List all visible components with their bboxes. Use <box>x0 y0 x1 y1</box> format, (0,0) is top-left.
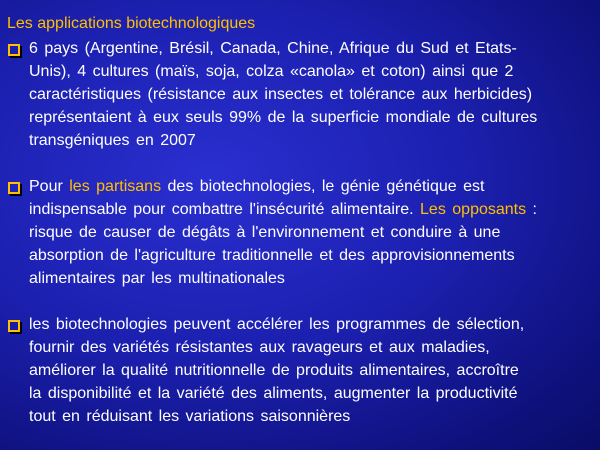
bullet-line: 6 pays (Argentine, Brésil, Canada, Chine, Afrique du Sud et Etats- <box>29 40 517 57</box>
line-text: : <box>526 201 537 218</box>
checkbox-square-icon <box>8 182 20 194</box>
highlight-partisans: les partisans <box>69 178 162 195</box>
bullet-text-3 <box>29 313 524 428</box>
bullet-line: caractéristiques (résistance aux insectes et tolérance aux herbicides) <box>29 86 533 103</box>
checkbox-square-icon <box>8 320 20 332</box>
bullet-line: Unis), 4 cultures (maïs, soja, colza «canola» et coton) ainsi que 2 <box>29 63 514 80</box>
highlight-opposants: Les opposants <box>420 201 527 218</box>
bullet-text-1 <box>29 37 537 152</box>
bullet-line: les biotechnologies peuvent accélérer les programmes de sélection, <box>29 316 525 333</box>
bullet-line: représentaient à eux seuls 99% de la superficie mondiale de cultures <box>29 109 538 126</box>
bullet-line: la disponibilité et la variété des aliments, augmenter la productivité <box>29 385 518 402</box>
checkbox-square-icon <box>8 44 20 56</box>
bullet-line: risque de causer de dégâts à l'environnement et conduire à une <box>29 224 501 241</box>
bullet-text-2 <box>29 175 537 290</box>
bullet-line <box>29 175 537 198</box>
line-text: indispensable pour combattre l'insécurité alimentaire. <box>29 201 421 218</box>
line-text: Pour <box>29 178 70 195</box>
bullet-line: absorption de l'agriculture traditionnelle et des approvisionnements <box>29 247 515 264</box>
bullet-line: tout en réduisant les variations saisonnières <box>29 408 351 425</box>
line-text: des biotechnologies, le génie génétique est <box>161 178 485 195</box>
bullet-line: transgéniques en 2007 <box>29 132 196 149</box>
bullet-line: fournir des variétés résistantes aux ravageurs et aux maladies, <box>29 339 490 356</box>
slide-title: Les applications biotechnologiques <box>7 15 256 32</box>
bullet-line: alimentaires par les multinationales <box>29 270 285 287</box>
bullet-line <box>29 198 537 221</box>
bullet-line: améliorer la qualité nutritionnelle de produits alimentaires, accroître <box>29 362 519 379</box>
